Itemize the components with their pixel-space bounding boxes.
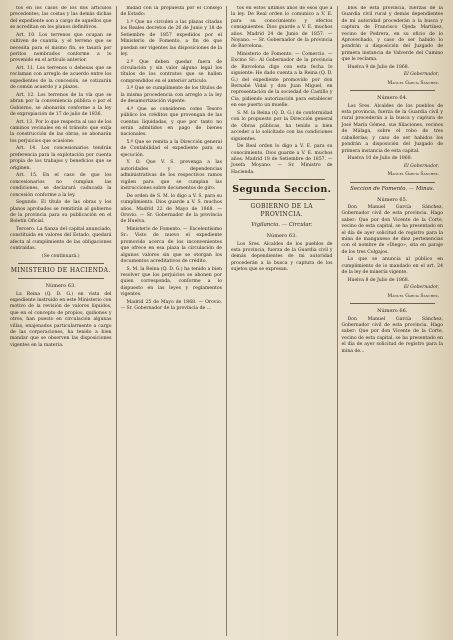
signature-title: El Gobernador, [403,163,439,169]
paragraph: Don Manuel García Sánchez, Gobernador civil de esta provincia. Hago saber: Que por don Vicente de la Corte, vecino de esta capital, se ha presentado en el día de ayer solicitud de registro para la mina de manganeso de diez pertenencias con el nombre de «Diego», sita en paraje de los tres Colgajos. [341,204,443,255]
paragraph: Ministerio de Fomento. — Comercio. — Excmo Sr.: Al Gobernador de la provincia de Barcelona digo con esta fecha lo siguiente: He dado cuenta a la Reina (Q. D. G.) del expediente promovido por don Bernabé Vidal y don Juan Miguel, en representación de la sociedad de Castillo y Cia, pidiendo autorización para establecer en ese puerto un muelle. [231,52,333,109]
paragraph: Art. 10. Los terrenos que ocupan se cultiven de cuantía, y el terreno que se necesita para el mismo fin, se tasará por peritos nombrados conforme a lo prevenido en el artículo anterior. [10,32,112,64]
paragraph: midad con la propuesta por el Consejo de Estado: [120,6,222,18]
divider-rule [18,278,104,279]
paragraph: Madrid 25 de Mayo de 1868. — Orovio. — Sr. Gobernador de la provincia de ... [120,299,222,312]
column-3 [227,6,338,636]
paragraph: Art. 12. Los terrenos de la vía que se abran por la conveniencia pública o por el Gobierno, se abonarán conforme a la ley de expropiación de 17 de julio de 1836. [10,92,112,118]
paragraph: 3.º Que se cumplimente de los títulos de la misma procedencia con arreglo a la ley de desamortización vigente. [120,86,222,105]
paragraph: blos de esta provincia, fuerzas de la Guardia civil rural y demás dependientes de mi autoridad procederán a la busca y captura de Francisco Ojeda Martínez, vecino de Pedrera, en su oficio de lo Aprovechado, y caso de ser habido lo pondrán a disposición del Juzgado de primera instancia de Valverde del Camino que le reclama. [341,6,443,63]
subsection-heading: Seccion de Fomento. — Minas. [350,185,435,192]
signature-name: Manuel García Sánchez. [387,172,439,178]
signature-name: Manuel García Sánchez. [387,293,439,299]
item-number: Número 63. [266,233,297,240]
ministry-heading: GOBIERNO DE LA PROVINCIA. [250,203,313,219]
ministry-heading: MINISTERIO DE HACIENDA. [10,267,111,275]
paragraph: Art. 11. Los terrenos o dehesas que se reclaman con arreglo de acuerdo entre los expedientes de la concesión, se cotizarán de común acuerdo y a plazos. [10,66,112,91]
continuation-note: (Se continuará.) [41,253,80,259]
divider-rule [350,182,436,183]
paragraph: Lo que se anuncia al público en cumplimiento de lo mandado en el art. 24 de la ley de minería vigente. [341,257,443,276]
signature-title: El Gobernador, [403,72,439,78]
paragraph: 2.º Que deben quedar fuera de circulación y sin valor alguno legal los títulos de los contratos que se hallen comprendidos en el anterior artículo. [120,59,222,84]
paragraph: 4.º Que se consideren como Tesoro público los créditos que provengan de las cuentas liquidadas, y que por tanto no serán admitidos en pago de bienes nacionales. [120,106,222,138]
divider-rule [239,199,325,200]
column-2 [117,6,228,636]
section-heading: Segunda Seccion. [232,184,332,196]
paragraph: Don Manuel García Sánchez, Gobernador civil de esta provincia. Hago saber: Que por don Vicente de la Corte, vecino de esta capital, se ha presentado en el día de ayer solicitud de registro para la mina de... [341,316,443,354]
item-number: Número 65. [377,196,408,203]
divider-rule [350,303,436,304]
paragraph: Los Sres. Alcaldes de los pueblos de esta provincia, fuerza de la Guardia civil y rural procederán a la busca y captura de José María Gómez, sus filiaciones, vecinos de Málaga, sobre el robo de tres caballerías; y caso de ser habidos los pondrán a disposición del Juzgado de primera instancia de esta capital. [341,103,443,154]
paragraph: Segundo. El título de las obras y los planos aprobados se remitirán al gobierno de la provincia para su publicación en el Boletín Oficial. [10,200,112,225]
paragraph: 1.º Que no circulen a las plazas citadas los Reales decretos de 26 de Junio y 18 de Setiembre de 1857 expedidos por el Ministerio de Fomento, a fin de que puedan ser vigentes las disposiciones de la ley. [120,20,222,58]
column-container [6,6,447,636]
paragraph: Huelva 8 de Julio de 1868. [347,277,410,283]
paragraph: Tercero. La fianza del capital anunciado, constituida en valores del Estado, quedará afecta al cumplimiento de las obligaciones contraídas. [10,226,112,252]
paragraph: De orden de S. M. lo digo a V. S. para su cumplimiento. Dios guarde a V. S. muchos años. Madrid 22 de Mayo de 1868. — Orovio. — Sr. Gobernador de la provincia de Huelva. [120,193,222,225]
divider-rule [350,90,436,91]
paragraph: Huelva 10 de Julio de 1868. [347,156,413,162]
paragraph: De Real orden lo digo a V. E. para su conocimiento. Dios guarde a V. E. muchos años. Madrid 18 de Setiembre de 1857. — Josefa Moyano. — Sr. Ministro de Hacienda. [231,144,333,175]
paragraph: Art. 14. Los concesionarios tendrán preferencia para la explotación por cuenta propia de los trabajos y beneficios que se originen. [10,146,112,171]
item-number: Número 63. [45,283,76,290]
paragraph: tos en los casos de los dos artículos precedentes, las costas y las demás dichas del expediente son a cargo de aquellos que se acreditan en los planos definitivos. [10,6,112,31]
signature-title: El Gobernador, [403,285,439,291]
item-number: Número 64. [377,95,408,102]
paragraph: S. M. la Reina (Q. D. G.) ha tenido a bien resolver que los perjuicios se abonen por quien corresponda, conforme a lo dispuesto en las leyes y reglamentos vigentes. [120,266,222,298]
paragraph: Art. 15. En el caso de que los concesionarios no cumplan las condiciones, se declarará caducada la concesión conforme a la ley. [10,173,112,198]
signature-name: Manuel García Sánchez. [387,80,439,86]
paragraph: Ministerio de Fomento. — Excelentísimo Sr.: Visto de nuevo el expediente promovido acerca de los inconvenientes que ofrece en esa plaza la circulación de algunos valores sin que se otorgan los documentos acreditativos de crédito. [120,226,222,264]
paragraph: tos en estos últimos años de esos que a la ley. De Real orden lo comunico a V. E. para su conocimiento y efectos consiguientes. Dios guarde a V. E. muchos años. Madrid 24 de Junio de 1857. — Noyano. — Sr. Gobernador de la provincia de Barcelona. [231,6,333,50]
column-4 [338,6,448,636]
divider-rule [239,179,325,180]
subsection-heading: Vigilancia. — Circular. [251,222,313,229]
divider-rule [18,263,104,264]
paragraph: Huelva 9 de Julio de 1868. [347,64,410,70]
item-number: Número 66. [377,308,408,315]
column-1 [6,6,117,636]
paragraph: La Reina (Q. D. G.) en vista del expediente instruido en este Ministerio con motivo de la revisión de valores líquidos, que en el concepto de propios, quiñones y otros, han puesto en circulación algunas villas, enajenados particularmente a cargo de las corporaciones, ha tenido a bien mandar que se observen las disposiciones vigentes en la materia. [10,291,112,348]
paragraph: Y. O. Que V. S. prevenga a las autoridades y dependencias administrativas de los respectivos ramos vigilen para que se cumplan las instrucciones sobre documentos de giro. [120,160,222,192]
paragraph: Los Sres. Alcaldes de los pueblos de esta provincia, fuerza de la Guardia civil y demás dependientes de mi autoridad procederán a la busca y captura de los sujetos que se expresan. [231,241,333,273]
paragraph: 5.º Que se remita a la Dirección general de Contabilidad el expediente para su ejecución. [120,140,222,158]
paragraph: Art. 13. Por lo que respecta al uso de los caminos vecinales en el tránsito que exija la construcción de las obras, se abonarán los perjuicios que ocasione. [10,119,112,144]
paragraph: S. M. la Reina (Q. D. G.) de conformidad con lo propuesto por la Dirección general de Obras públicas, ha tenido a bien acceder a lo solicitado con las condiciones siguientes. [231,110,333,142]
